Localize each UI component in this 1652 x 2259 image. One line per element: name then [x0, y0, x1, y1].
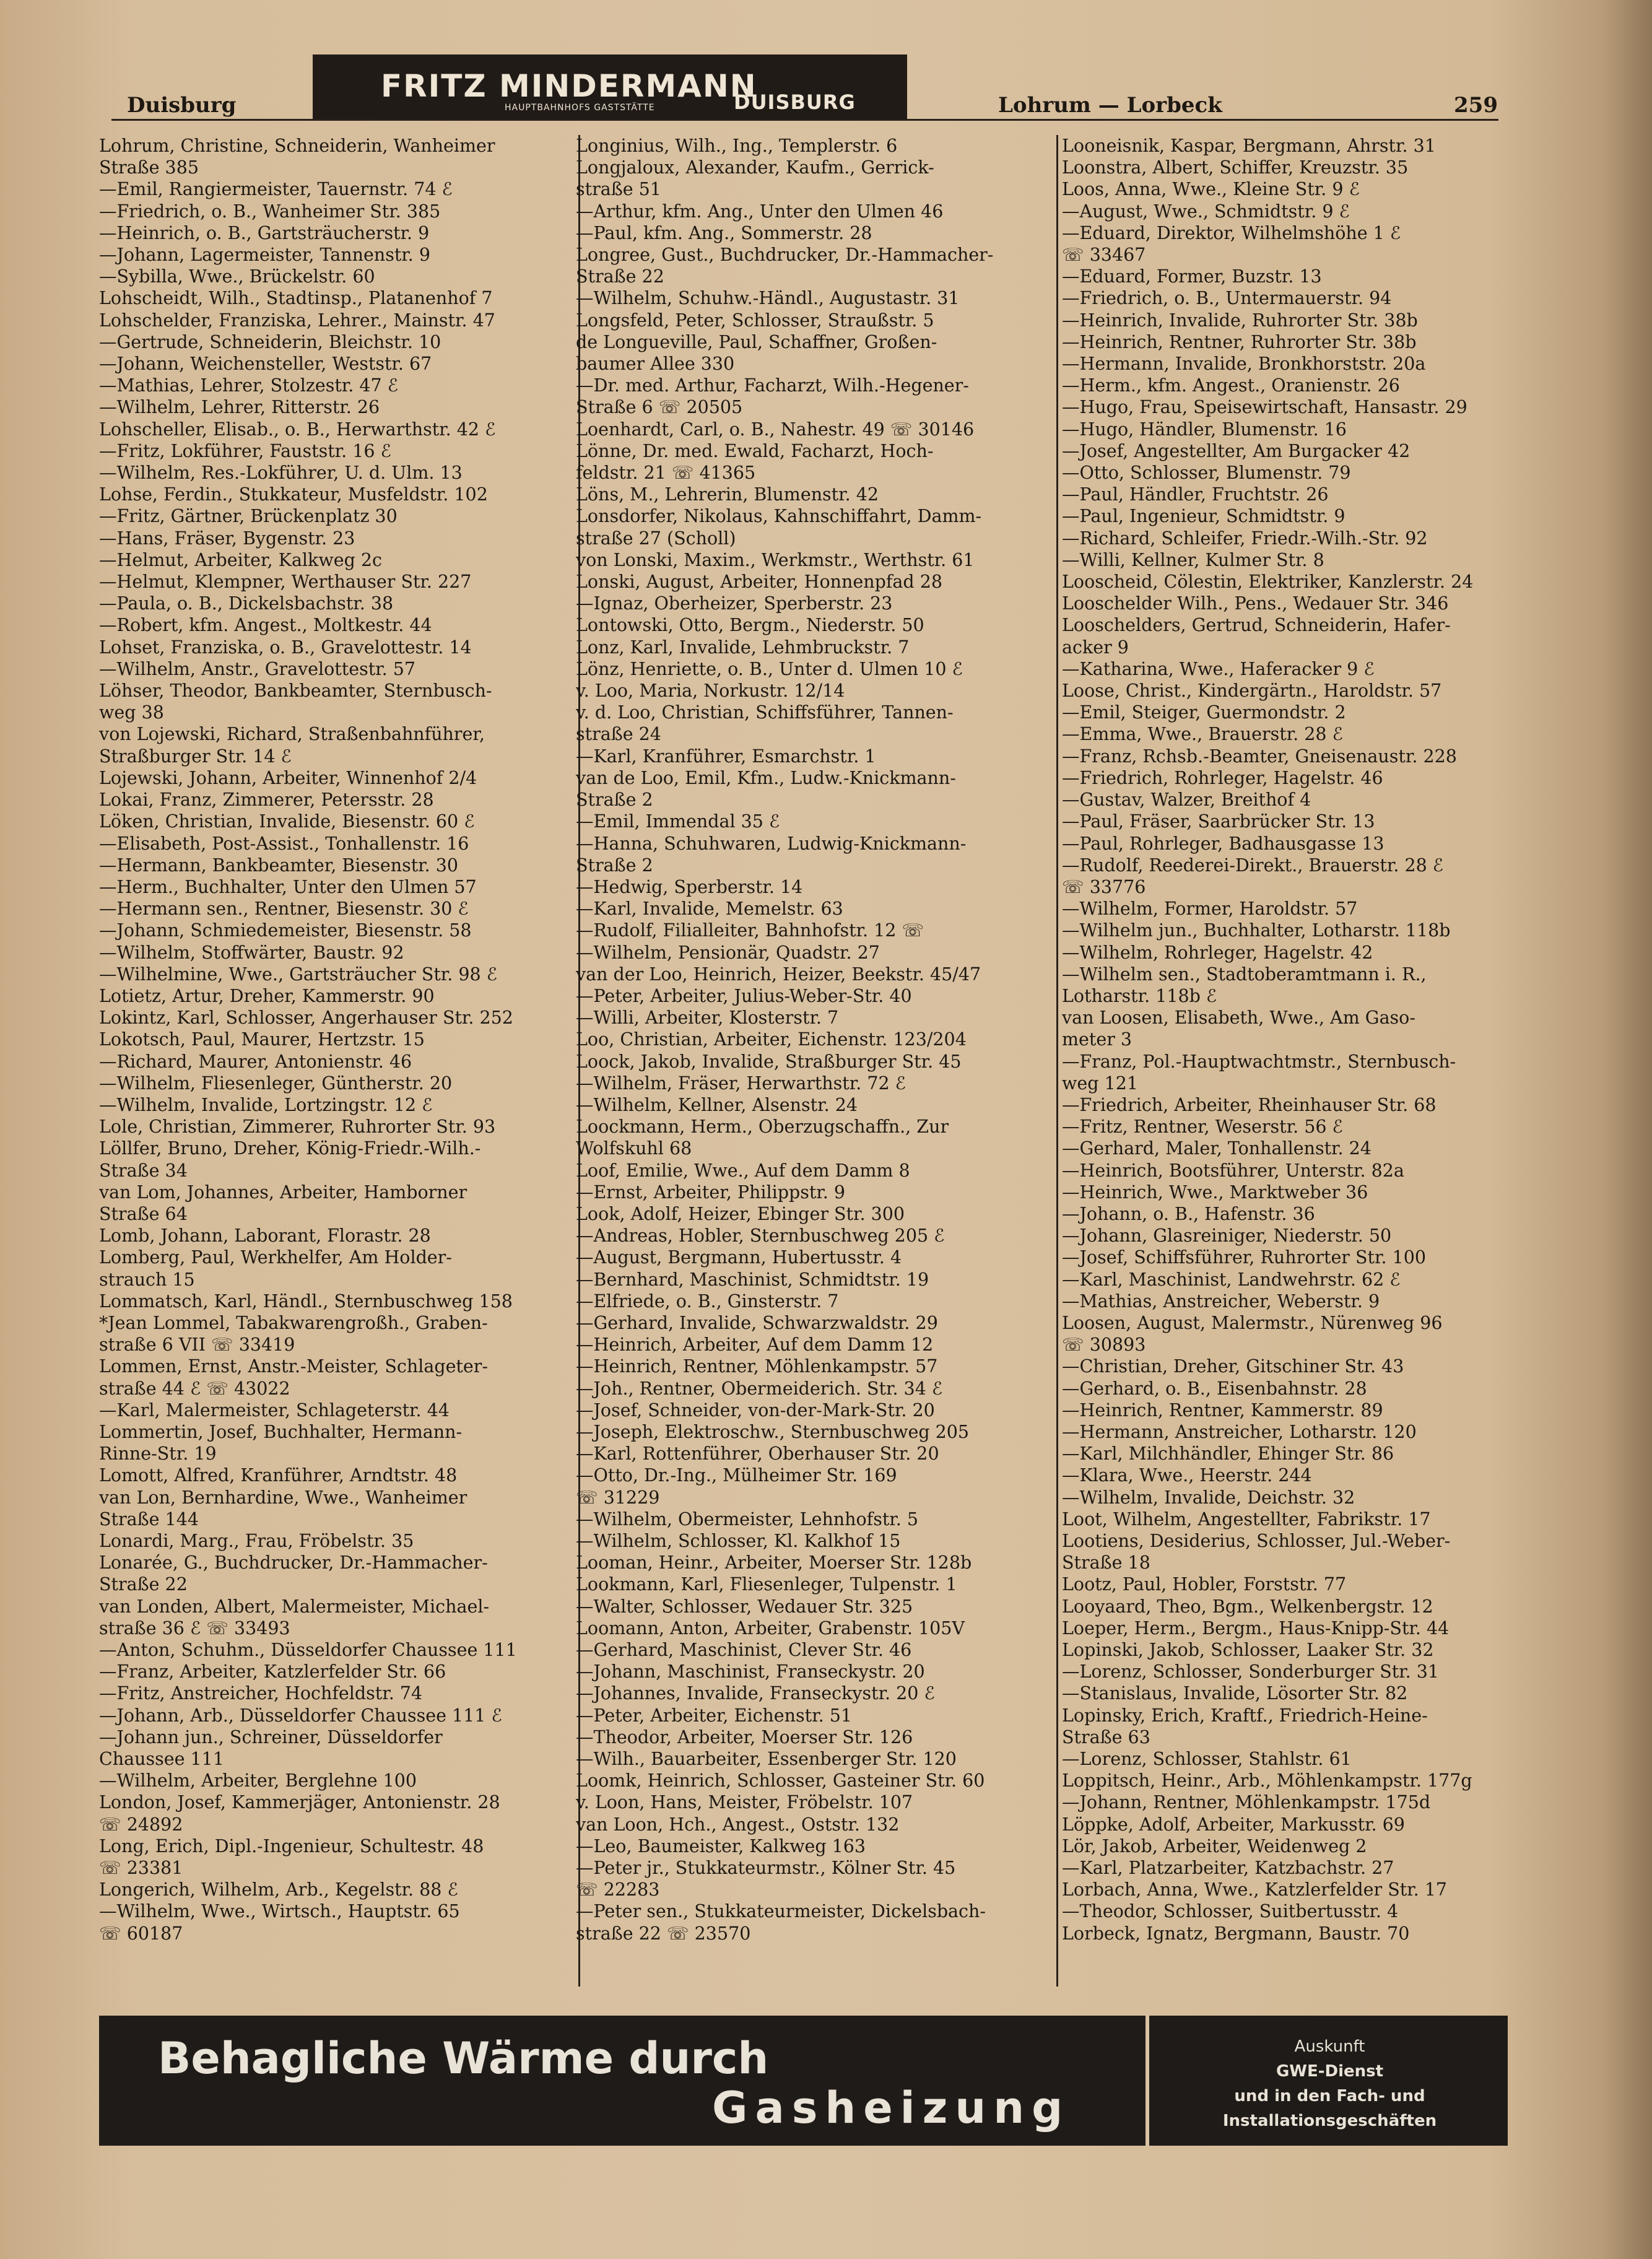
- directory-entry-line: —Willi, Arbeiter, Klosterstr. 7: [576, 1008, 839, 1029]
- directory-entry-line: —Emma, Wwe., Brauerstr. 28 ℰ: [1062, 724, 1343, 745]
- directory-entry-line: ☏ 60187: [99, 1923, 183, 1944]
- directory-entry-line: Loeper, Herm., Bergm., Haus-Knipp-Str. 44: [1062, 1617, 1450, 1639]
- directory-entry-line: straße 27 (Scholl): [576, 528, 736, 549]
- directory-entry-line: —Hugo, Händler, Blumenstr. 16: [1062, 419, 1347, 440]
- directory-entry-line: Lookmann, Karl, Fliesenleger, Tulpenstr. 1: [576, 1574, 957, 1595]
- ad-info: [1152, 2034, 1508, 2133]
- directory-entry-line: —Fritz, Rentner, Weserstr. 56 ℰ: [1062, 1116, 1343, 1138]
- directory-entry-line: straße 44 ℰ ☏ 43022: [99, 1378, 290, 1399]
- directory-entry-line: —Hermann sen., Rentner, Biesenstr. 30 ℰ: [99, 899, 469, 920]
- directory-entry-line: —Willi, Kellner, Kulmer Str. 8: [1062, 549, 1324, 570]
- directory-column-3: [1062, 135, 1514, 1993]
- directory-entry-line: —Otto, Dr.-Ing., Mülheimer Str. 169: [576, 1465, 897, 1486]
- directory-entry-line: v. Loo, Maria, Norkustr. 12/14: [576, 681, 845, 702]
- directory-entry-line: Lommen, Ernst, Anstr.-Meister, Schlageter-: [99, 1356, 489, 1377]
- directory-entry-line: —Christian, Dreher, Gitschiner Str. 43: [1062, 1356, 1404, 1377]
- ad-product: Gasheizung: [712, 2083, 1071, 2133]
- directory-entry-line: —Peter sen., Stukkateurmeister, Dickelsbach-: [576, 1901, 986, 1922]
- directory-entry-line: —Leo, Baumeister, Kalkweg 163: [576, 1835, 866, 1856]
- directory-entry-line: straße 51: [576, 179, 661, 200]
- directory-entry-line: —Heinrich, Rentner, Kammerstr. 89: [1062, 1399, 1383, 1421]
- directory-entry-line: Longsfeld, Peter, Schlosser, Straußstr. 5: [576, 310, 934, 331]
- directory-entry-line: —Hermann, Bankbeamter, Biesenstr. 30: [99, 855, 459, 876]
- directory-entry-line: —Franz, Rchsb.-Beamter, Gneisenaustr. 228: [1062, 746, 1457, 767]
- directory-entry-line: —Stanislaus, Invalide, Lösorter Str. 82: [1062, 1683, 1408, 1704]
- directory-entry-line: —Joseph, Elektroschw., Sternbuschweg 205: [576, 1421, 970, 1442]
- directory-entry-line: Lönne, Dr. med. Ewald, Facharzt, Hoch-: [576, 440, 934, 461]
- directory-entry-line: —Gerhard, Maler, Tonhallenstr. 24: [1062, 1138, 1372, 1159]
- directory-entry-line: ☏ 33467: [1062, 245, 1146, 266]
- directory-entry-line: —Ignaz, Oberheizer, Sperberstr. 23: [576, 593, 893, 614]
- directory-entry-line: —Friedrich, o. B., Wanheimer Str. 385: [99, 201, 441, 222]
- directory-entry-line: Lorbeck, Ignatz, Bergmann, Baustr. 70: [1062, 1923, 1410, 1944]
- directory-entry-line: Looneisnik, Kaspar, Bergmann, Ahrstr. 31: [1062, 136, 1436, 156]
- directory-entry-line: Lokotsch, Paul, Maurer, Hertzstr. 15: [99, 1029, 425, 1050]
- directory-entry-line: —Herm., kfm. Angest., Oranienstr. 26: [1062, 375, 1400, 396]
- directory-entry-line: Longree, Gust., Buchdrucker, Dr.-Hammacher-: [576, 245, 994, 266]
- banner-name: FRITZ MINDERMANN: [381, 68, 757, 104]
- directory-entry-line: —Johann jun., Schreiner, Düsseldorfer: [99, 1726, 443, 1748]
- directory-entry-line: Long, Erich, Dipl.-Ingenieur, Schultestr. 48: [99, 1835, 484, 1856]
- directory-entry-line: —Wilhelm, Rohrleger, Hagelstr. 42: [1062, 942, 1373, 963]
- banner-city: DUISBURG: [734, 90, 856, 114]
- directory-entry-line: —Johann, Glasreiniger, Niederstr. 50: [1062, 1225, 1392, 1247]
- directory-entry-line: —Karl, Invalide, Memelstr. 63: [576, 899, 843, 920]
- directory-entry-line: Straße 34: [99, 1160, 188, 1181]
- directory-entry-line: Longinius, Wilh., Ing., Templerstr. 6: [576, 136, 898, 156]
- directory-entry-line: Lohset, Franziska, o. B., Gravelottestr. 14: [99, 637, 472, 658]
- directory-entry-line: —Johann, o. B., Hafenstr. 36: [1062, 1203, 1315, 1224]
- ad-info-line: GWE-Dienst: [1276, 2062, 1384, 2081]
- directory-entry-line: —Wilh., Bauarbeiter, Essenberger Str. 120: [576, 1749, 957, 1770]
- directory-entry-line: straße 36 ℰ ☏ 33493: [99, 1617, 290, 1639]
- directory-entry-line: Loos, Anna, Wwe., Kleine Str. 9 ℰ: [1062, 179, 1360, 200]
- directory-entry-line: Looman, Heinr., Arbeiter, Moerser Str. 128b: [576, 1552, 972, 1573]
- directory-entry-line: —Joh., Rentner, Obermeiderich. Str. 34 ℰ: [576, 1378, 943, 1399]
- directory-entry-line: Lonski, August, Arbeiter, Honnenpfad 28: [576, 572, 942, 593]
- directory-entry-line: Lootz, Paul, Hobler, Forststr. 77: [1062, 1574, 1347, 1595]
- directory-entry-line: Straße 63: [1062, 1726, 1150, 1748]
- directory-entry-line: Looyaard, Theo, Bgm., Welkenbergstr. 12: [1062, 1596, 1433, 1617]
- directory-entry-line: —Theodor, Schlosser, Suitbertusstr. 4: [1062, 1901, 1399, 1922]
- directory-entry-line: —Emil, Rangiermeister, Tauernstr. 74 ℰ: [99, 179, 453, 200]
- directory-entry-line: Straße 18: [1062, 1552, 1150, 1573]
- directory-entry-line: —Eduard, Former, Buzstr. 13: [1062, 266, 1322, 287]
- directory-entry-line: Lönz, Henriette, o. B., Unter d. Ulmen 10 ℰ: [576, 658, 963, 679]
- directory-entry-line: Lonsdorfer, Nikolaus, Kahnschiffahrt, Damm-: [576, 506, 982, 527]
- directory-entry-line: —Johann, Maschinist, Franseckystr. 20: [576, 1661, 925, 1682]
- directory-entry-line: —Wilhelm, Former, Haroldstr. 57: [1062, 899, 1358, 920]
- directory-entry-line: —Richard, Schleifer, Friedr.-Wilh.-Str. 92: [1062, 528, 1428, 549]
- directory-entry-line: feldstr. 21 ☏ 41365: [576, 463, 756, 484]
- directory-entry-line: Lorbach, Anna, Wwe., Katzlerfelder Str. 17: [1062, 1879, 1448, 1900]
- directory-entry-line: Lopinski, Jakob, Schlosser, Laaker Str. 32: [1062, 1640, 1434, 1661]
- directory-entry-line: Lomott, Alfred, Kranführer, Arndtstr. 48: [99, 1465, 458, 1486]
- directory-entry-line: —Wilhelm, Lehrer, Ritterstr. 26: [99, 397, 380, 418]
- directory-entry-line: straße 22 ☏ 23570: [576, 1923, 751, 1944]
- directory-entry-line: —Otto, Schlosser, Blumenstr. 79: [1062, 463, 1351, 484]
- directory-entry-line: Löken, Christian, Invalide, Biesenstr. 60 ℰ: [99, 811, 475, 832]
- directory-entry-line: —Gerhard, Invalide, Schwarzwaldstr. 29: [576, 1312, 938, 1333]
- directory-entry-line: Loock, Jakob, Invalide, Straßburger Str. 45: [576, 1051, 962, 1072]
- directory-entry-line: —Emil, Immendal 35 ℰ: [576, 811, 780, 832]
- page-number: 259: [1454, 93, 1498, 118]
- directory-entry-line: London, Josef, Kammerjäger, Antonienstr. 28: [99, 1792, 500, 1813]
- directory-entry-line: —Wilhelm, Invalide, Deichstr. 32: [1062, 1487, 1355, 1508]
- directory-entry-line: Straße 22: [99, 1574, 188, 1595]
- directory-entry-line: Straße 64: [99, 1203, 188, 1224]
- directory-entry-line: Lonardi, Marg., Frau, Fröbelstr. 35: [99, 1531, 414, 1551]
- directory-entry-line: —Paul, Händler, Fruchtstr. 26: [1062, 484, 1329, 505]
- ad-info-line: und in den Fach- und: [1234, 2087, 1425, 2105]
- directory-entry-line: Lonarée, G., Buchdrucker, Dr.-Hammacher-: [99, 1552, 488, 1573]
- directory-entry-line: —Wilhelm, Arbeiter, Berglehne 100: [99, 1770, 417, 1791]
- directory-entry-line: Lommatsch, Karl, Händl., Sternbuschweg 158: [99, 1291, 513, 1312]
- directory-entry-line: de Longueville, Paul, Schaffner, Großen-: [576, 331, 937, 352]
- directory-entry-line: —Lorenz, Schlosser, Stahlstr. 61: [1062, 1749, 1352, 1770]
- directory-entry-line: Lotietz, Artur, Dreher, Kammerstr. 90: [99, 985, 435, 1006]
- directory-entry-line: straße 24: [576, 724, 661, 745]
- directory-entry-line: —Wilhelm, Wwe., Wirtsch., Hauptstr. 65: [99, 1901, 460, 1922]
- ad-info-line: Installationsgeschäften: [1222, 2112, 1437, 2130]
- directory-column-1: [99, 135, 548, 1993]
- directory-entry-line: —Gerhard, Maschinist, Clever Str. 46: [576, 1640, 912, 1661]
- directory-entry-line: Looschelder Wilh., Pens., Wedauer Str. 346: [1062, 593, 1449, 614]
- directory-entry-line: straße 6 VII ☏ 33419: [99, 1334, 295, 1356]
- directory-entry-line: Straße 2: [576, 790, 653, 811]
- directory-entry-line: —Hedwig, Sperberstr. 14: [576, 876, 803, 897]
- directory-entry-line: Lole, Christian, Zimmerer, Ruhrorter Str. 93: [99, 1116, 496, 1138]
- directory-entry-line: —Heinrich, Bootsführer, Unterstr. 82a: [1062, 1160, 1404, 1181]
- running-head-range: Lohrum — Lorbeck: [998, 93, 1222, 118]
- directory-entry-line: strauch 15: [99, 1269, 195, 1290]
- directory-entry-line: —Heinrich, Invalide, Ruhrorter Str. 38b: [1062, 310, 1418, 331]
- directory-entry-line: —Johann, Rentner, Möhlenkampstr. 175d: [1062, 1792, 1431, 1813]
- directory-entry-line: —Karl, Rottenführer, Oberhauser Str. 20: [576, 1443, 939, 1465]
- directory-entry-line: —Hans, Fräser, Bygenstr. 23: [99, 528, 355, 549]
- header-rule: [111, 119, 1498, 121]
- directory-entry-line: Lohscheller, Elisab., o. B., Herwarthstr. 42 ℰ: [99, 419, 496, 440]
- directory-entry-line: Looscheid, Cölestin, Elektriker, Kanzlerstr. 24: [1062, 572, 1474, 593]
- directory-entry-line: Lommertin, Josef, Buchhalter, Hermann-: [99, 1421, 463, 1442]
- directory-entry-line: —Wilhelm, Anstr., Gravelottestr. 57: [99, 658, 416, 679]
- directory-entry-line: —Johann, Lagermeister, Tannenstr. 9: [99, 245, 431, 266]
- directory-entry-line: meter 3: [1062, 1029, 1132, 1050]
- directory-entry-line: —Johann, Schmiedemeister, Biesenstr. 58: [99, 920, 472, 941]
- directory-entry-line: —Heinrich, Wwe., Marktweber 36: [1062, 1182, 1368, 1203]
- running-head-city: Duisburg: [127, 93, 237, 118]
- banner-subtitle: HAUPTBAHNHOFS GASTSTÄTTE: [505, 103, 655, 113]
- directory-entry-line: —Herm., Buchhalter, Unter den Ulmen 57: [99, 876, 477, 897]
- directory-entry-line: Lohse, Ferdin., Stukkateur, Musfeldstr. 102: [99, 484, 488, 505]
- directory-entry-line: —Karl, Platzarbeiter, Katzbachstr. 27: [1062, 1858, 1394, 1879]
- directory-entry-line: —Emil, Steiger, Guermondstr. 2: [1062, 702, 1346, 723]
- directory-entry-line: —Peter, Arbeiter, Julius-Weber-Str. 40: [576, 985, 912, 1006]
- directory-entry-line: Straße 144: [99, 1508, 199, 1530]
- directory-entry-line: Loomk, Heinrich, Schlosser, Gasteiner Str. 60: [576, 1770, 985, 1791]
- directory-entry-line: —Wilhelm sen., Stadtoberamtmann i. R.,: [1062, 964, 1427, 985]
- directory-entry-line: Löns, M., Lehrerin, Blumenstr. 42: [576, 484, 879, 505]
- directory-entry-line: Lontowski, Otto, Bergm., Niederstr. 50: [576, 615, 924, 636]
- directory-entry-line: —Peter jr., Stukkateurmstr., Kölner Str. 45: [576, 1858, 956, 1879]
- directory-entry-line: —Karl, Kranführer, Esmarchstr. 1: [576, 746, 876, 767]
- directory-entry-line: —Wilhelm, Invalide, Lortzingstr. 12 ℰ: [99, 1094, 433, 1115]
- directory-entry-line: —Heinrich, Rentner, Möhlenkampstr. 57: [576, 1356, 938, 1377]
- ad-info-line: Auskunft: [1294, 2037, 1365, 2056]
- directory-entry-line: —Karl, Milchhändler, Ehinger Str. 86: [1062, 1443, 1394, 1465]
- directory-entry-line: —Peter, Arbeiter, Eichenstr. 51: [576, 1705, 852, 1726]
- directory-entry-line: baumer Allee 330: [576, 354, 735, 375]
- directory-entry-line: Lohscheidt, Wilh., Stadtinsp., Platanenhof 7: [99, 288, 493, 309]
- column-divider: [1056, 135, 1058, 1987]
- directory-entry-line: Loomann, Anton, Arbeiter, Grabenstr. 105V: [576, 1617, 965, 1639]
- directory-entry-line: —Heinrich, o. B., Gartsträucherstr. 9: [99, 222, 430, 243]
- directory-entry-line: Longjaloux, Alexander, Kaufm., Gerrick-: [576, 157, 934, 178]
- directory-entry-line: —Josef, Schiffsführer, Ruhrorter Str. 100: [1062, 1247, 1426, 1268]
- directory-entry-line: —Wilhelmine, Wwe., Gartsträucher Str. 98 ℰ: [99, 964, 497, 985]
- directory-entry-line: —Rudolf, Filialleiter, Bahnhofstr. 12 ☏: [576, 920, 924, 941]
- directory-entry-line: —Eduard, Direktor, Wilhelmshöhe 1 ℰ: [1062, 222, 1401, 243]
- directory-entry-line: —Hermann, Anstreicher, Lotharstr. 120: [1062, 1421, 1417, 1442]
- directory-entry-line: —Wilhelm, Fräser, Herwarthstr. 72 ℰ: [576, 1073, 906, 1094]
- directory-entry-line: —Johann, Arb., Düsseldorfer Chaussee 111 ℰ: [99, 1705, 502, 1726]
- directory-entry-line: —August, Wwe., Schmidtstr. 9 ℰ: [1062, 201, 1350, 222]
- directory-entry-line: Straße 22: [576, 266, 664, 287]
- directory-entry-line: —Heinrich, Rentner, Ruhrorter Str. 38b: [1062, 331, 1417, 352]
- directory-entry-line: van Loon, Hch., Angest., Oststr. 132: [576, 1814, 900, 1835]
- directory-entry-line: —Anton, Schuhm., Düsseldorfer Chaussee 111: [99, 1640, 517, 1661]
- directory-entry-line: Lopinsky, Erich, Kraftf., Friedrich-Heine-: [1062, 1705, 1428, 1726]
- directory-entry-line: weg 38: [99, 702, 164, 723]
- directory-entry-line: —Wilhelm, Stoffwärter, Baustr. 92: [99, 942, 404, 963]
- directory-entry-line: —Friedrich, o. B., Untermauerstr. 94: [1062, 288, 1392, 309]
- directory-entry-line: —Rudolf, Reederei-Direkt., Brauerstr. 28 ℰ: [1062, 855, 1444, 876]
- directory-entry-line: —Theodor, Arbeiter, Moerser Str. 126: [576, 1726, 913, 1748]
- directory-entry-line: —Fritz, Gärtner, Brückenplatz 30: [99, 506, 398, 527]
- directory-entry-line: v. Loon, Hans, Meister, Fröbelstr. 107: [576, 1792, 913, 1813]
- directory-entry-line: ☏ 30893: [1062, 1334, 1146, 1356]
- directory-entry-line: —Heinrich, Arbeiter, Auf dem Damm 12: [576, 1334, 934, 1356]
- directory-entry-line: van Loosen, Elisabeth, Wwe., Am Gaso-: [1062, 1008, 1415, 1029]
- directory-entry-line: Straße 6 ☏ 20505: [576, 397, 743, 418]
- directory-entry-line: Lokintz, Karl, Schlosser, Angerhauser Str. 252: [99, 1008, 513, 1029]
- directory-entry-line: —Robert, kfm. Angest., Moltkestr. 44: [99, 615, 432, 636]
- directory-entry-line: Chaussee 111: [99, 1749, 224, 1770]
- directory-entry-line: —Josef, Angestellter, Am Burgacker 42: [1062, 440, 1411, 461]
- directory-entry-line: Loo, Christian, Arbeiter, Eichenstr. 123/204: [576, 1029, 967, 1050]
- directory-entry-line: Straßburger Str. 14 ℰ: [99, 746, 292, 767]
- directory-entry-line: —Gerhard, o. B., Eisenbahnstr. 28: [1062, 1378, 1367, 1399]
- directory-entry-line: —Lorenz, Schlosser, Sonderburger Str. 31: [1062, 1661, 1440, 1682]
- directory-entry-line: van Londen, Albert, Malermeister, Michael-: [99, 1596, 490, 1617]
- directory-entry-line: v. d. Loo, Christian, Schiffsführer, Tannen-: [576, 702, 954, 723]
- directory-entry-line: Lokai, Franz, Zimmerer, Petersstr. 28: [99, 790, 434, 811]
- directory-entry-line: —Karl, Maschinist, Landwehrstr. 62 ℰ: [1062, 1269, 1401, 1290]
- directory-entry-line: —Richard, Maurer, Antonienstr. 46: [99, 1051, 412, 1072]
- directory-entry-line: Löllfer, Bruno, Dreher, König-Friedr.-Wilh.-: [99, 1138, 481, 1159]
- directory-entry-line: —Gertrude, Schneiderin, Bleichstr. 10: [99, 331, 441, 352]
- directory-entry-line: Lojewski, Johann, Arbeiter, Winnenhof 2/4: [99, 767, 477, 788]
- directory-entry-line: —Mathias, Anstreicher, Weberstr. 9: [1062, 1291, 1380, 1312]
- header-advertisement-banner: [313, 54, 907, 119]
- directory-entry-line: ☏ 33776: [1062, 876, 1146, 897]
- directory-entry-line: Straße 2: [576, 855, 653, 876]
- footer-advertisement: [99, 2016, 1508, 2146]
- directory-entry-line: —Johannes, Invalide, Franseckystr. 20 ℰ: [576, 1683, 935, 1704]
- directory-entry-line: —Franz, Arbeiter, Katzlerfelder Str. 66: [99, 1661, 446, 1682]
- directory-entry-line: —Hanna, Schuhwaren, Ludwig-Knickmann-: [576, 833, 967, 854]
- directory-entry-line: —Wilhelm, Res.-Lokführer, U. d. Ulm. 13: [99, 463, 463, 484]
- directory-entry-line: —Friedrich, Arbeiter, Rheinhauser Str. 68: [1062, 1094, 1437, 1115]
- directory-entry-line: —Josef, Schneider, von-der-Mark-Str. 20: [576, 1399, 935, 1421]
- directory-entry-line: Löppke, Adolf, Arbeiter, Markusstr. 69: [1062, 1814, 1405, 1835]
- directory-entry-line: —Paul, Rohrleger, Badhausgasse 13: [1062, 833, 1385, 854]
- directory-entry-line: Lohschelder, Franziska, Lehrer., Mainstr. 47: [99, 310, 495, 331]
- directory-entry-line: acker 9: [1062, 637, 1129, 658]
- directory-entry-line: Looschelders, Gertrud, Schneiderin, Hafer-: [1062, 615, 1451, 636]
- directory-entry-line: *Jean Lommel, Tabakwarengroßh., Graben-: [99, 1312, 488, 1333]
- directory-entry-line: —Andreas, Hobler, Sternbuschweg 205 ℰ: [576, 1225, 945, 1247]
- directory-entry-line: Lomb, Johann, Laborant, Florastr. 28: [99, 1225, 431, 1247]
- directory-entry-line: —Ernst, Arbeiter, Philippstr. 9: [576, 1182, 846, 1203]
- directory-entry-line: Look, Adolf, Heizer, Ebinger Str. 300: [576, 1203, 905, 1224]
- directory-entry-line: Lotharstr. 118b ℰ: [1062, 985, 1217, 1006]
- directory-entry-line: —Paula, o. B., Dickelsbachstr. 38: [99, 593, 394, 614]
- directory-entry-line: Wolfskuhl 68: [576, 1138, 692, 1159]
- directory-entry-line: Rinne-Str. 19: [99, 1443, 217, 1465]
- directory-entry-line: —Elfriede, o. B., Ginsterstr. 7: [576, 1291, 839, 1312]
- directory-entry-line: Lootiens, Desiderius, Schlosser, Jul.-Weber-: [1062, 1531, 1451, 1551]
- directory-entry-line: —Wilhelm, Kellner, Alsenstr. 24: [576, 1094, 858, 1115]
- directory-entry-line: van Lon, Bernhardine, Wwe., Wanheimer: [99, 1487, 467, 1508]
- directory-entry-line: —Dr. med. Arthur, Facharzt, Wilh.-Hegener-: [576, 375, 969, 396]
- directory-entry-line: —Wilhelm, Obermeister, Lehnhofstr. 5: [576, 1508, 919, 1530]
- directory-entry-line: Loenhardt, Carl, o. B., Nahestr. 49 ☏ 30146: [576, 419, 975, 440]
- directory-entry-line: Loonstra, Albert, Schiffer, Kreuzstr. 35: [1062, 157, 1409, 178]
- directory-entry-line: —Johann, Weichensteller, Weststr. 67: [99, 354, 432, 375]
- directory-entry-line: —Wilhelm, Pensionär, Quadstr. 27: [576, 942, 880, 963]
- directory-entry-line: —Karl, Malermeister, Schlageterstr. 44: [99, 1399, 450, 1421]
- directory-entry-line: —Gustav, Walzer, Breithof 4: [1062, 790, 1311, 811]
- directory-entry-line: —Elisabeth, Post-Assist., Tonhallenstr. 16: [99, 833, 469, 854]
- directory-column-2: [576, 135, 1040, 1993]
- directory-entry-line: —Helmut, Klempner, Werthauser Str. 227: [99, 572, 472, 593]
- directory-entry-line: van Lom, Johannes, Arbeiter, Hamborner: [99, 1182, 467, 1203]
- directory-entry-line: Lonz, Karl, Invalide, Lehmbruckstr. 7: [576, 637, 910, 658]
- directory-entry-line: Lör, Jakob, Arbeiter, Weidenweg 2: [1062, 1835, 1367, 1856]
- directory-entry-line: ☏ 23381: [99, 1858, 183, 1879]
- directory-entry-line: —Franz, Pol.-Hauptwachtmstr., Sternbusch-: [1062, 1051, 1456, 1072]
- directory-entry-line: —Mathias, Lehrer, Stolzestr. 47 ℰ: [99, 375, 398, 396]
- directory-entry-line: ☏ 31229: [576, 1487, 660, 1508]
- directory-entry-line: Lohrum, Christine, Schneiderin, Wanheimer: [99, 136, 495, 156]
- directory-entry-line: Lomberg, Paul, Werkhelfer, Am Holder-: [99, 1247, 452, 1268]
- directory-entry-line: —Paul, kfm. Ang., Sommerstr. 28: [576, 222, 872, 243]
- directory-entry-line: Loosen, August, Malermstr., Nürenweg 96: [1062, 1312, 1443, 1333]
- directory-entry-line: —Paul, Ingenieur, Schmidtstr. 9: [1062, 506, 1346, 527]
- ad-divider: [1146, 2016, 1149, 2146]
- directory-entry-line: van de Loo, Emil, Kfm., Ludw.-Knickmann-: [576, 767, 956, 788]
- directory-entry-line: —Wilhelm, Schlosser, Kl. Kalkhof 15: [576, 1531, 901, 1551]
- directory-entry-line: Löhser, Theodor, Bankbeamter, Sternbusch-: [99, 681, 492, 702]
- directory-entry-line: —Sybilla, Wwe., Brückelstr. 60: [99, 266, 375, 287]
- directory-entry-line: —Arthur, kfm. Ang., Unter den Ulmen 46: [576, 201, 944, 222]
- directory-entry-line: ☏ 22283: [576, 1879, 660, 1900]
- directory-entry-line: —Wilhelm, Fliesenleger, Güntherstr. 20: [99, 1073, 453, 1094]
- directory-entry-line: —Bernhard, Maschinist, Schmidtstr. 19: [576, 1269, 929, 1290]
- directory-entry-line: —Paul, Fräser, Saarbrücker Str. 13: [1062, 811, 1375, 832]
- directory-entry-line: Loockmann, Herm., Oberzugschaffn., Zur: [576, 1116, 949, 1138]
- directory-entry-line: —Hermann, Invalide, Bronkhorststr. 20a: [1062, 354, 1426, 375]
- directory-entry-line: Longerich, Wilhelm, Arb., Kegelstr. 88 ℰ: [99, 1879, 458, 1900]
- directory-entry-line: weg 121: [1062, 1073, 1138, 1094]
- directory-entry-line: —Hugo, Frau, Speisewirtschaft, Hansastr. 29: [1062, 397, 1467, 418]
- directory-entry-line: Straße 385: [99, 157, 199, 178]
- directory-entry-line: Loof, Emilie, Wwe., Auf dem Damm 8: [576, 1160, 910, 1181]
- directory-entry-line: von Lonski, Maxim., Werkmstr., Werthstr. 61: [576, 549, 975, 570]
- ad-headline: Behagliche Wärme durch: [158, 2033, 769, 2084]
- directory-entry-line: Loose, Christ., Kindergärtn., Haroldstr. 57: [1062, 681, 1442, 702]
- directory-entry-line: —Katharina, Wwe., Haferacker 9 ℰ: [1062, 658, 1375, 679]
- directory-entry-line: —Walter, Schlosser, Wedauer Str. 325: [576, 1596, 913, 1617]
- directory-entry-line: —Wilhelm, Schuhw.-Händl., Augustastr. 31: [576, 288, 960, 309]
- directory-entry-line: —Klara, Wwe., Heerstr. 244: [1062, 1465, 1312, 1486]
- directory-entry-line: —Friedrich, Rohrleger, Hagelstr. 46: [1062, 767, 1383, 788]
- directory-entry-line: von Lojewski, Richard, Straßenbahnführer,: [99, 724, 485, 745]
- directory-entry-line: —Fritz, Lokführer, Fauststr. 16 ℰ: [99, 440, 391, 461]
- directory-entry-line: —Wilhelm jun., Buchhalter, Lotharstr. 118b: [1062, 920, 1451, 941]
- directory-entry-line: Loppitsch, Heinr., Arb., Möhlenkampstr. 177g: [1062, 1770, 1472, 1791]
- directory-entry-line: van der Loo, Heinrich, Heizer, Beekstr. 45/47: [576, 964, 981, 985]
- directory-entry-line: —August, Bergmann, Hubertusstr. 4: [576, 1247, 902, 1268]
- directory-entry-line: —Helmut, Arbeiter, Kalkweg 2c: [99, 549, 382, 570]
- directory-entry-line: ☏ 24892: [99, 1814, 183, 1835]
- directory-entry-line: —Fritz, Anstreicher, Hochfeldstr. 74: [99, 1683, 423, 1704]
- directory-entry-line: Loot, Wilhelm, Angestellter, Fabrikstr. 17: [1062, 1508, 1431, 1530]
